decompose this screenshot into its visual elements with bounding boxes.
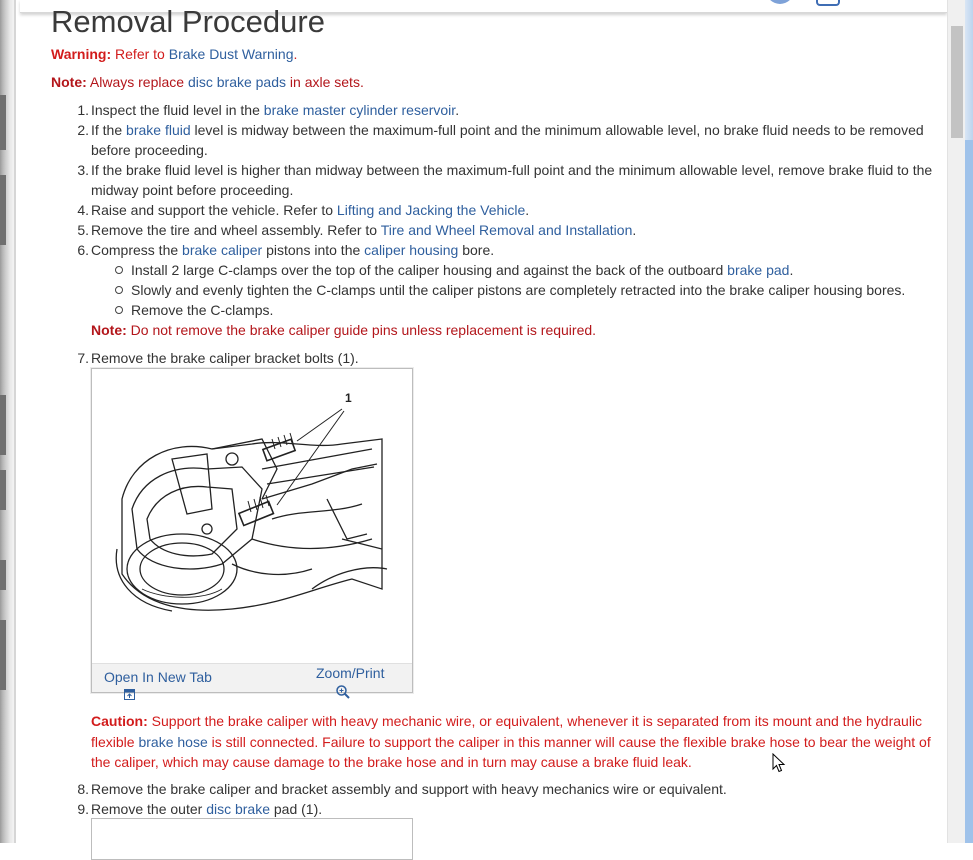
frame-tab: [0, 95, 6, 150]
scrollbar-thumb[interactable]: [951, 26, 963, 138]
step-6-note: [91, 322, 596, 338]
note-label: Note:: [51, 74, 87, 90]
brake-dust-warning-link[interactable]: Brake Dust Warning: [168, 46, 294, 62]
zoom-print-button[interactable]: Zoom/Print: [316, 665, 384, 681]
caution-block: Caution: Support the brake caliper with heavy mechanic wire, or equivalent, whenever it is separated from its mount and the hydraulic flexible brake hose is still connected. Failure to support the caliper in this manner will cause the flexible brake hose to bear the weight of the caliper, which may cause damage to the brake hose and in turn may cause a brake fluid leak.: [91, 713, 931, 770]
zoom-icon: [336, 685, 350, 699]
frame-tab: [0, 560, 6, 590]
new-tab-icon: [124, 689, 135, 700]
brake-master-cylinder-reservoir-link[interactable]: brake master cylinder reservoir: [263, 102, 456, 118]
note-line: Note: Always replace disc brake pads in axle sets.: [51, 74, 364, 90]
outer-pad-figure: [91, 818, 413, 860]
open-in-new-tab-button[interactable]: Open In New Tab: [104, 669, 212, 685]
warning-label: Warning:: [51, 46, 112, 62]
note-text: Always replace: [89, 74, 185, 90]
note-label: Note:: [91, 322, 127, 338]
frame-tab: [0, 470, 6, 510]
warning-line: Warning: Refer to Brake Dust Warning.: [51, 46, 298, 62]
frame-tab: [0, 620, 6, 690]
mouse-cursor-icon: [772, 753, 786, 773]
frame-tab: [0, 395, 6, 455]
window-right-edge: [965, 0, 973, 843]
brake-caliper-link[interactable]: brake caliper: [182, 242, 263, 258]
bullet-icon: [115, 266, 123, 274]
document-icon[interactable]: [816, 0, 840, 6]
brake-fluid-link[interactable]: brake fluid: [126, 122, 191, 138]
frame-tab: [0, 175, 6, 245]
brake-hose-link[interactable]: brake hose: [138, 733, 208, 750]
content-border: [14, 0, 16, 843]
tire-and-wheel-removal-link[interactable]: Tire and Wheel Removal and Installation: [380, 222, 633, 238]
disc-brake-link[interactable]: disc brake: [206, 801, 270, 817]
caliper-housing-link[interactable]: caliper housing: [364, 242, 459, 258]
disc-brake-pads-link[interactable]: disc brake pads: [187, 74, 287, 90]
note-text: Do not remove the brake caliper guide pins unless replacement is required.: [130, 322, 597, 338]
page-title: Removal Procedure: [51, 4, 325, 39]
brake-pad-link[interactable]: brake pad: [727, 262, 790, 278]
figure-callout: 1: [345, 391, 352, 405]
bullet-icon: [115, 286, 123, 294]
figure-toolbar: [92, 663, 412, 692]
caution-label: Caution:: [91, 713, 148, 729]
caliper-bracket-figure: [91, 368, 413, 693]
lifting-and-jacking-link[interactable]: Lifting and Jacking the Vehicle: [336, 202, 526, 218]
brake-caliper-illustration: [112, 389, 392, 619]
window-left-frame: [0, 0, 14, 843]
warning-text: Refer to: [115, 46, 165, 62]
bullet-icon: [115, 306, 123, 314]
